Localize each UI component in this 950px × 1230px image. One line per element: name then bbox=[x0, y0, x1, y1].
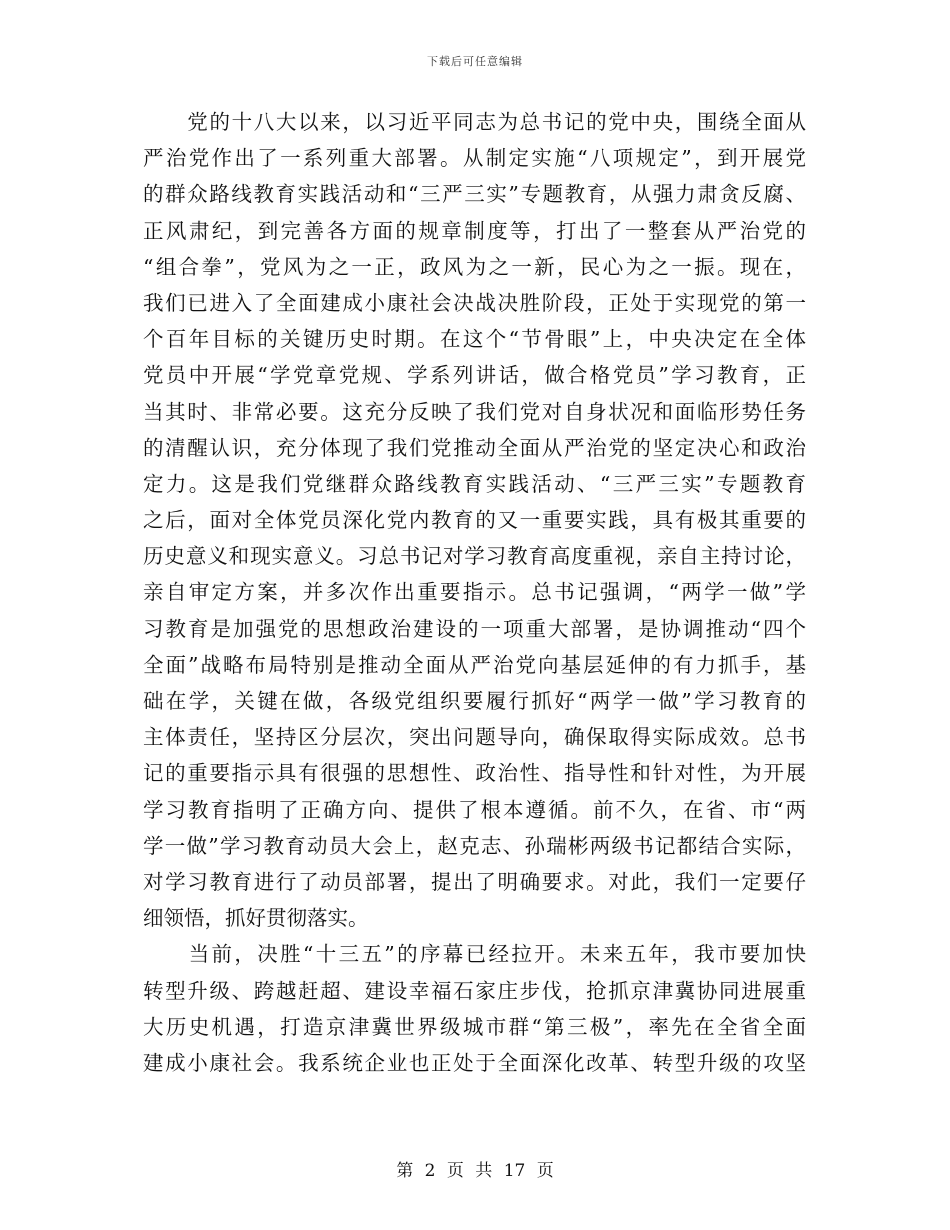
text-line: 严治党作出了一系列重大部署。从制定实施“八项规定”，到开展党 bbox=[143, 146, 806, 171]
text-line: 习教育是加强党的思想政治建设的一项重大部署，是协调推动“四个 bbox=[143, 616, 806, 641]
text-line: 建成小康社会。我系统企业也正处于全面深化改革、转型升级的攻坚 bbox=[143, 1050, 806, 1075]
text-line: 学习教育指明了正确方向、提供了根本遵循。前不久，在省、市“两 bbox=[143, 797, 806, 822]
text-line: 党的十八大以来，以习近平同志为总书记的党中央，围绕全面从 bbox=[143, 110, 806, 134]
text-line: 定力。这是我们党继群众路线教育实践活动、“三严三实”专题教育 bbox=[143, 471, 806, 496]
text-line: 大历史机遇，打造京津冀世界级城市群“第三极”，率先在全省全面 bbox=[143, 1014, 806, 1039]
text-line: 亲自审定方案，并多次作出重要指示。总书记强调，“两学一做”学 bbox=[143, 580, 806, 605]
text-line: 党员中开展“学党章党规、学系列讲话，做合格党员”学习教育，正 bbox=[143, 363, 806, 388]
text-line: 细领悟，抓好贯彻落实。 bbox=[143, 906, 369, 931]
text-line: 础在学，关键在做，各级党组织要履行抓好“两学一做”学习教育的 bbox=[143, 689, 806, 713]
text-line: 历史意义和现实意义。习总书记对学习教育高度重视，亲自主持讨论， bbox=[143, 544, 806, 569]
text-line: 学一做”学习教育动员大会上，赵克志、孙瑞彬两级书记都结合实际， bbox=[143, 833, 806, 858]
text-line: 转型升级、跨越赶超、建设幸福石家庄步伐，抢抓京津冀协同进展重 bbox=[143, 978, 806, 1003]
text-line: 当其时、非常必要。这充分反映了我们党对自身状况和面临形势任务 bbox=[143, 399, 806, 424]
header-note: 下载后可任意编辑 bbox=[427, 55, 523, 68]
body-text bbox=[143, 104, 806, 1081]
text-line: 全面”战略布局特别是推动全面从严治党向基层延伸的有力抓手，基 bbox=[143, 652, 806, 677]
text-line: 我们已进入了全面建成小康社会决战决胜阶段，正处于实现党的第一 bbox=[143, 290, 806, 315]
text-line: 之后，面对全体党员深化党内教育的又一重要实践，具有极其重要的 bbox=[143, 508, 806, 533]
text-line: 记的重要指示具有很强的思想性、政治性、指导性和针对性，为开展 bbox=[143, 761, 806, 786]
page-number: 第 2 页 共 17 页 bbox=[396, 1161, 554, 1181]
text-line: 的群众路线教育实践活动和“三严三实”专题教育，从强力肃贪反腐、 bbox=[143, 182, 806, 207]
text-line: 的清醒认识，充分体现了我们党推动全面从严治党的坚定决心和政治 bbox=[143, 435, 806, 460]
text-line: “组合拳”，党风为之一正，政风为之一新，民心为之一振。现在， bbox=[143, 254, 806, 279]
text-line: 对学习教育进行了动员部署，提出了明确要求。对此，我们一定要仔 bbox=[143, 869, 806, 894]
text-line: 个百年目标的关键历史时期。在这个“节骨眼”上，中央决定在全体 bbox=[143, 327, 806, 352]
text-line: 当前，决胜“十三五”的序幕已经拉开。未来五年，我市要加快 bbox=[143, 942, 806, 967]
text-line: 正风肃纪，到完善各方面的规章制度等，打出了一整套从严治党的 bbox=[143, 218, 806, 243]
text-line: 主体责任，坚持区分层次，突出问题导向，确保取得实际成效。总书 bbox=[143, 725, 806, 750]
